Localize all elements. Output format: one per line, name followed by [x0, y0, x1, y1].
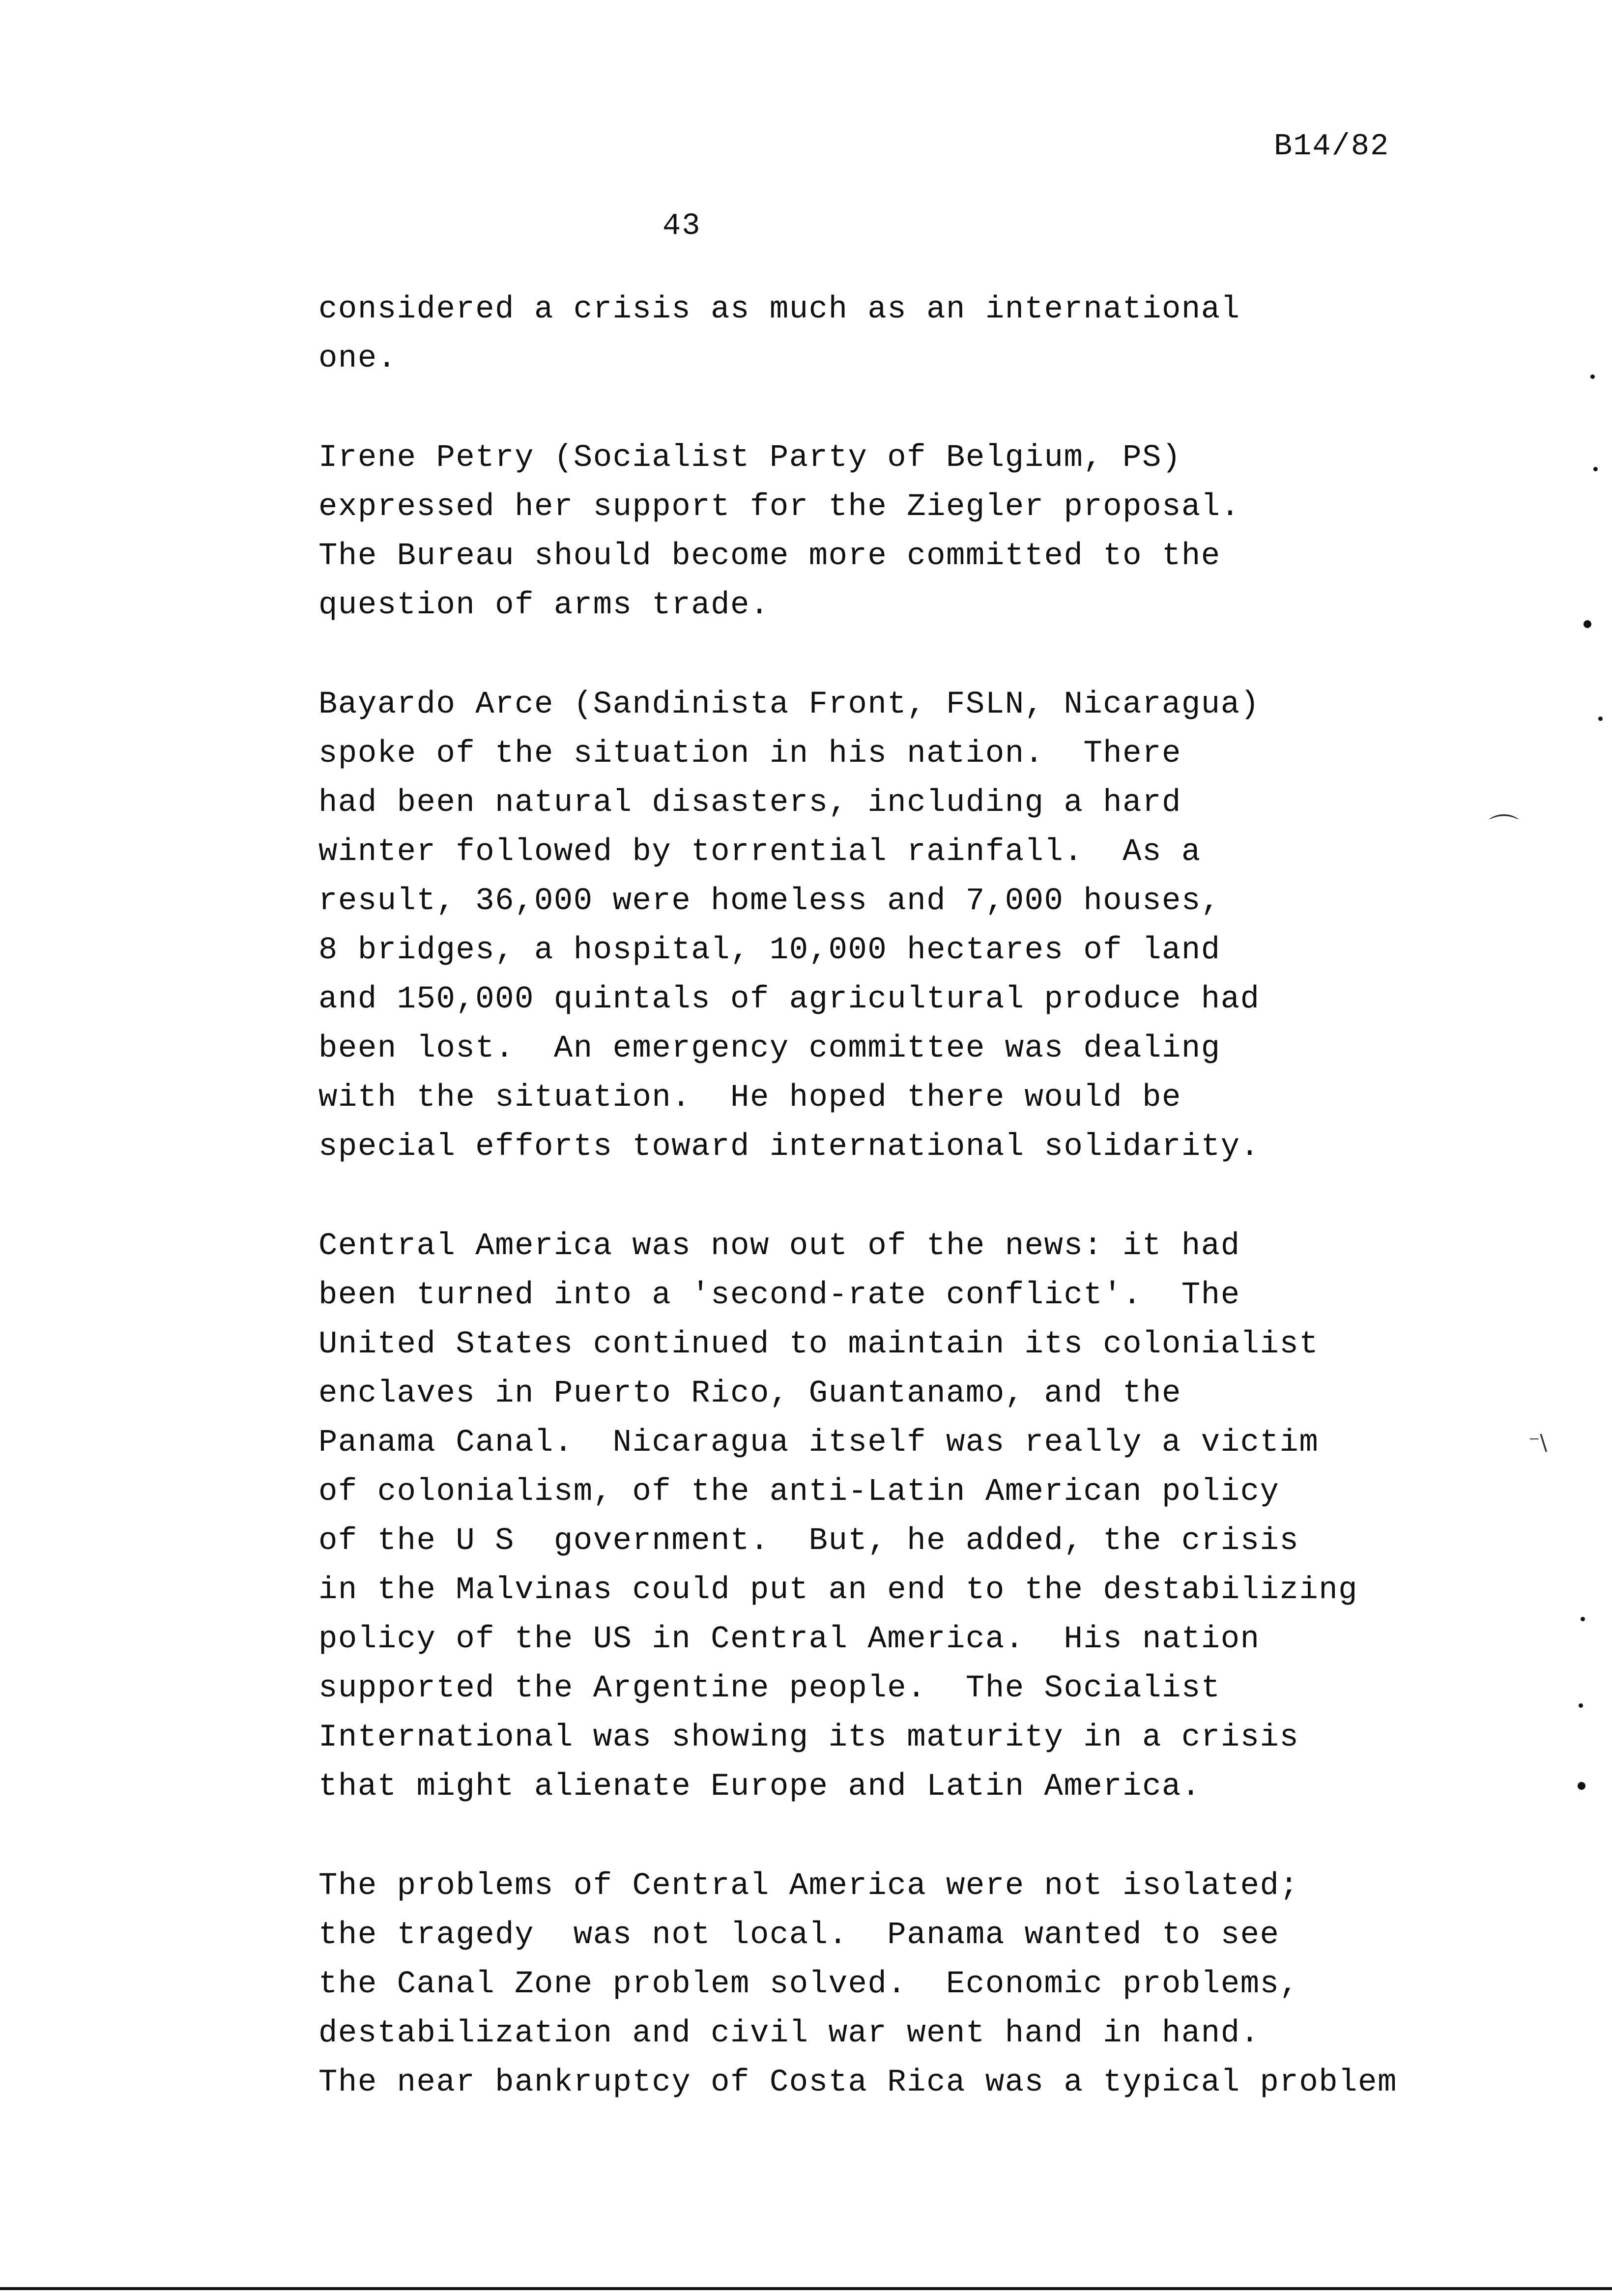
scan-stroke-mark: ⌒: [1489, 812, 1519, 847]
scan-speck: [1593, 467, 1598, 471]
text-line: Bayardo Arce (Sandinista Front, FSLN, Nicaragua): [318, 687, 1260, 722]
text-line: 8 bridges, a hospital, 10,000 hectares of land: [318, 933, 1221, 968]
scan-speck: [1583, 620, 1591, 628]
scan-speck: [1578, 1782, 1585, 1790]
text-line: Central America was now out of the news: it had: [318, 1229, 1240, 1264]
scan-speck: [1579, 1703, 1583, 1708]
text-line: supported the Argentine people. The Socialist: [318, 1671, 1221, 1706]
text-line: question of arms trade.: [318, 588, 770, 623]
text-line: been lost. An emergency committee was dealing: [318, 1031, 1221, 1066]
text-line: had been natural disasters, including a hard: [318, 785, 1181, 821]
text-line: destabilization and civil war went hand in hand.: [318, 2016, 1260, 2051]
text-line: been turned into a 'second-rate conflict'. The: [318, 1278, 1240, 1313]
text-line: United States continued to maintain its colonialist: [318, 1327, 1319, 1362]
scan-stroke-mark: ⁻\: [1528, 1430, 1548, 1455]
text-line: result, 36,000 were homeless and 7,000 houses,: [318, 884, 1221, 919]
text-line: of the U S government. But, he added, the crisis: [318, 1523, 1299, 1559]
text-line: winter followed by torrential rainfall. As a: [318, 834, 1201, 870]
text-line: spoke of the situation in his nation. There: [318, 736, 1181, 772]
text-line: enclaves in Puerto Rico, Guantanamo, and the: [318, 1376, 1181, 1411]
text-line: one.: [318, 341, 397, 376]
page-number: 43: [662, 208, 701, 243]
text-line: the tragedy was not local. Panama wanted to see: [318, 1918, 1280, 1953]
text-line: special efforts toward international solidarity.: [318, 1129, 1260, 1165]
scan-speck: [1590, 374, 1595, 379]
text-line: of colonialism, of the anti-Latin American policy: [318, 1474, 1280, 1510]
document-reference: B14/82: [1274, 129, 1390, 164]
text-line: the Canal Zone problem solved. Economic problems,: [318, 1967, 1299, 2002]
text-line: in the Malvinas could put an end to the destabilizing: [318, 1573, 1358, 1608]
text-line: International was showing its maturity in a crisis: [318, 1720, 1299, 1755]
text-line: with the situation. He hoped there would be: [318, 1080, 1181, 1116]
text-line: Irene Petry (Socialist Party of Belgium, PS): [318, 440, 1181, 476]
text-line: policy of the US in Central America. His nation: [318, 1622, 1260, 1657]
text-line: Panama Canal. Nicaragua itself was really a victim: [318, 1425, 1319, 1461]
bottom-edge-rule: [0, 2287, 1612, 2290]
text-line: expressed her support for the Ziegler proposal.: [318, 489, 1240, 525]
scan-speck: [1581, 1617, 1585, 1621]
text-line: The problems of Central America were not isolated;: [318, 1868, 1299, 1904]
text-line: The Bureau should become more committed to the: [318, 539, 1221, 574]
text-line: that might alienate Europe and Latin America.: [318, 1769, 1201, 1805]
text-line: and 150,000 quintals of agricultural produce had: [318, 982, 1260, 1017]
text-line: considered a crisis as much as an international: [318, 292, 1240, 327]
text-line: The near bankruptcy of Costa Rica was a typical problem: [318, 2065, 1397, 2100]
scan-speck: [1598, 717, 1603, 721]
